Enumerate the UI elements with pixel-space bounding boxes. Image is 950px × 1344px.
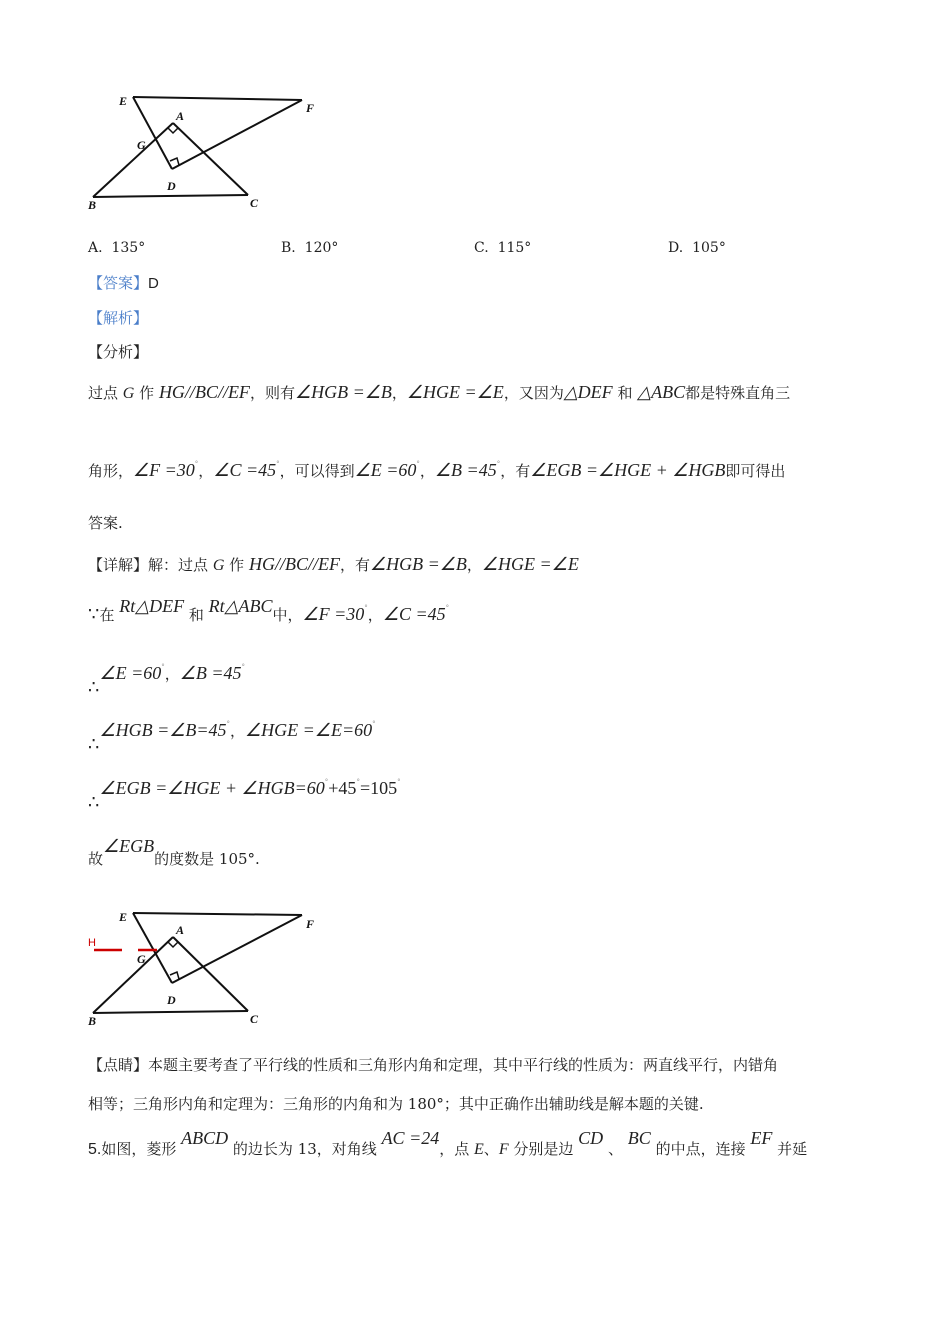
segment-BA bbox=[93, 123, 173, 197]
right-angle-D bbox=[170, 972, 179, 979]
fenxi-para-line-2: 角形，∠F =30°，∠C =45°，可以得到∠E =60°，∠B =45°，有∠EGB =∠HGE + ∠HGB即可得出 bbox=[88, 460, 786, 480]
dianjing-line-2: 相等；三角形内角和定理为：三角形的内角和为 180°；其中正确作出辅助线是解本题的关键. bbox=[88, 1095, 704, 1113]
label-C: C bbox=[250, 1012, 259, 1026]
fenxi-para-line-3: 答案. bbox=[88, 514, 123, 532]
right-angle-D bbox=[170, 158, 179, 165]
detail-line-3: ∴∠E =60°，∠B =45° bbox=[88, 663, 246, 698]
label-B: B bbox=[88, 1014, 97, 1028]
label-G: G bbox=[137, 138, 146, 152]
detail-line-6: 故∠EGB的度数是 105°. bbox=[88, 836, 260, 868]
detail-line-4: ∴∠HGB =∠B=45°，∠HGE =∠E=60° bbox=[88, 720, 376, 755]
label-C: C bbox=[250, 196, 259, 210]
label-G: G bbox=[137, 952, 146, 966]
detail-line-5: ∴∠EGB =∠HGE + ∠HGB=60°+45°=105° bbox=[88, 778, 401, 813]
fenxi-para-line-1: 过点 G 作 HG//BC//EF，则有∠HGB =∠B，∠HGE =∠E，又因为△DEF 和 △ABC都是特殊直角三 bbox=[88, 382, 791, 402]
segment-BC bbox=[93, 195, 248, 197]
detail-line-2: ∵在 Rt△DEF 和 Rt△ABC中，∠F =30°，∠C =45° bbox=[88, 596, 450, 625]
label-B: B bbox=[88, 198, 97, 212]
label-F: F bbox=[306, 101, 315, 115]
geometry-figure-2 bbox=[80, 903, 330, 1038]
detail-line-1: 【详解】解：过点 G 作 HG//BC//EF，有∠HGB =∠B，∠HGE =∠E bbox=[88, 554, 579, 574]
option-b: B. 120° bbox=[281, 240, 339, 256]
segment-DF bbox=[172, 100, 302, 169]
label-A: A bbox=[176, 923, 185, 937]
segment-DF bbox=[172, 915, 302, 983]
segment-EF bbox=[133, 97, 302, 100]
label-D: D bbox=[167, 179, 176, 193]
geometry-figure-1 bbox=[80, 85, 330, 220]
label-A: A bbox=[176, 109, 185, 123]
label-E: E bbox=[119, 910, 128, 924]
segment-ED bbox=[133, 97, 172, 169]
analysis-tag: 【解析】 bbox=[88, 309, 149, 327]
option-c: C. 115° bbox=[474, 240, 532, 256]
answer-line: 【答案】D bbox=[88, 274, 159, 292]
label-D: D bbox=[167, 993, 176, 1007]
segment-ED bbox=[133, 913, 172, 983]
segment-EF bbox=[133, 913, 302, 915]
option-a: A. 135° bbox=[88, 240, 146, 256]
right-angle-A bbox=[168, 128, 178, 133]
label-E: E bbox=[119, 94, 128, 108]
option-d: D. 105° bbox=[668, 240, 726, 256]
question-5-line-1: 5.如图，菱形 ABCD 的边长为 13，对角线 AC =24，点 E、F 分别是边 CD 、 BC 的中点，连接 EF 并延 bbox=[88, 1128, 808, 1158]
label-F: F bbox=[306, 917, 315, 931]
label-H: H bbox=[88, 937, 96, 949]
right-angle-A bbox=[168, 942, 178, 947]
fenxi-tag: 【分析】 bbox=[88, 343, 149, 361]
segment-BA bbox=[93, 937, 173, 1013]
dianjing-line-1: 【点睛】本题主要考查了平行线的性质和三角形内角和定理，其中平行线的性质为：两直线平行，内错角 bbox=[88, 1056, 779, 1074]
segment-BC bbox=[93, 1011, 248, 1013]
